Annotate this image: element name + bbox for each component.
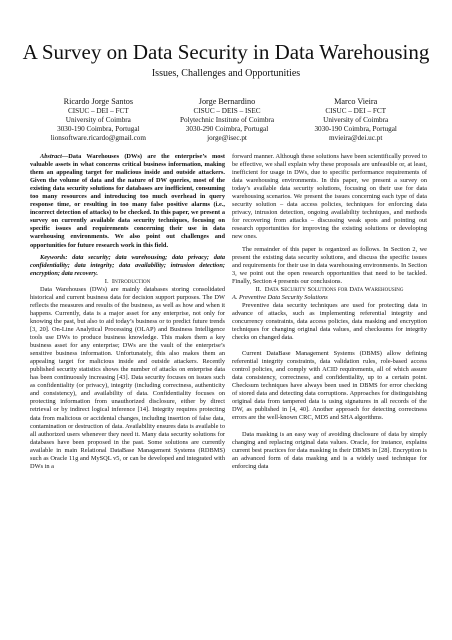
organization-paragraph: The remainder of this paper is organized as follows. In Section 2, we present the existing data security solutions, and discuss the specific issues and requirements for their use in data warehousing environments. In Section 3, we point out the open research opportunities that need to be tackled. Finally, Section 4 presents our conclusions. (232, 245, 427, 285)
author-name: Marco Vieira (334, 97, 378, 106)
paper-title: A Survey on Data Security in Data Warehousing (22, 40, 430, 64)
subsection-heading-preventive: A. Preventive Data Security Solutions (232, 293, 328, 301)
author-address: 3030-190 Coimbra, Portugal (57, 125, 140, 134)
intro-paragraph: Data Warehouses (DWs) are mainly databases storing consolidated historical and current business data for decision support purposes. The DW reflects the measures and results of the business, as well as how and when it happens. Currently, data is a major asset for any enterprise, not only for knowing the past, but also to aid today’s business or to predict future trends [3, 20]. On-Line Analytical Processing (OLAP) and Business Intelligence tools use DWs to produce business knowledge. This makes them a key business asset for any enterprise; DWs are the vault of the enterprise’s sensitive business information. Unfortunately, this also makes them an appealing target for malicious inside and outside attackers. Recently published security statistics shows the number of attacks on enterprise data has been continuously increasing [43]. Data security focuses on issues such as confidentiality (or privacy), integrity (including correctness, authenticity and consistency), and availability of data. Confidentiality focuses on protecting information from unauthorized disclosure, either by direct retrieval or by indirect logical inference [14]. Integrity requires protecting data from malicious or accidental changes, including insertion of false data, contamination or destruction of data. Availability ensures data is available to all authorized users whenever they need it. Many data security solutions for databases have been proposed in the past. Some solutions are currently available in main Relational DataBase Management Systems (RDBMS) such as Oracle 11g and MySQL v5, or can be developed and integrated with DWs in a (30, 285, 225, 470)
abstract-label: Abstract (40, 153, 62, 160)
intro-continuation: forward manner. Although these solutions have been scientifically proved to be effective, we shall explain why these proposals are unfeasible or, at least, inefficient for usage in DWs, due to specific performance requirements of data warehousing environments. In this paper, we present a survey on today’s available data security solutions, focusing on their use for data warehousing scenarios. We present the issues concerning each type of data security solution – data access policies, techniques for enforcing data privacy, intrusion detection, ongoing availability techniques, and methods for recovering from attacks – discussing weak spots and pointing out research opportunities for improving the existing solutions or developing new ones. (232, 153, 427, 241)
dbms-paragraph: Current DataBase Management Systems (DBMS) allow defining referential integrity constraints, data validation rules, role-based access control policies, and comply with ACID requirements, all of which assure data consistency, correctness, and confidentiality, up to a certain point. Checksum techniques have always been used in DBMS for error checking of stored data and detecting data corruptions. Approaches for distinguishing original data from tampered data is using signatures in all records of the DW, as published in [4, 40]. Another approach for detecting correctness errors are the well-known CRC, MD5 and SHA algorithms. (232, 350, 427, 422)
left-column (30, 153, 225, 471)
keywords-label: Keywords: (40, 253, 68, 261)
keywords-text: data security; data warehousing; data privacy; data confidentiality; data integrity; data availability; intrusion detection; encryption; data recovery. (30, 253, 225, 277)
author-block (34, 96, 420, 143)
keywords (30, 254, 225, 278)
author-address: 3030-290 Coimbra, Portugal (185, 125, 269, 134)
author-name: Ricardo Jorge Santos (63, 97, 134, 106)
author-email: mvieira@dei.uc.pt (329, 134, 383, 143)
right-column (232, 153, 427, 471)
author-university: University of Coimbra (323, 116, 389, 125)
section-heading-introduction: I. Introduction (104, 277, 151, 285)
author-card (291, 96, 420, 143)
author-affiliation: CISUC – DEI – FCT (325, 107, 387, 115)
author-name: Jorge Bernardino (198, 97, 256, 106)
author-card (163, 96, 292, 143)
author-email: jorge@isec.pt (207, 134, 247, 143)
author-affiliation: CISUC – DEI – FCT (67, 107, 129, 115)
section-heading-solutions: II. Data Security Solutions for Data Warehousing (255, 285, 404, 293)
abstract-text: —Data Warehouses (DWs) are the enterprise’s most valuable assets in what concerns critical business information, making them an appealing target for malicious inside and outside attackers. Given the volume of data and the nature of DW queries, most of the existing data security solutions for databases are inefficient, consuming too many resources and introducing too much overhead in query response time, or resulting in too many false positive alarms (i.e., incorrect detection of attacks) to be checked. In this paper, we present a survey on currently available data security techniques, focusing on specific issues and requirements concerning their use in data warehousing environments. We also point out challenges and opportunities for future research work in this field. (30, 153, 225, 249)
author-card (34, 96, 163, 143)
author-university: Polytechnic Institute of Coimbra (179, 116, 275, 125)
abstract (30, 153, 225, 250)
author-university: University of Coimbra (65, 116, 131, 125)
paper-subtitle: Issues, Challenges and Opportunities (151, 68, 301, 79)
author-address: 3030-190 Coimbra, Portugal (314, 125, 397, 134)
author-affiliation: CISUC – DEIS – ISEC (193, 107, 261, 115)
author-email: lionsoftware.ricardo@gmail.com (50, 134, 146, 143)
masking-paragraph: Data masking is an easy way of avoiding disclosure of data by simply changing and replacing original data values. Oracle, for instance, explains current best practices for data masking in their DBMS in [28]. Encryption is an advanced form of data masking and is a widely used technique for enforcing data (232, 430, 427, 470)
preventive-paragraph: Preventive data security techniques are used for protecting data in advance of attacks, such as implementing referential integrity and concurrency constraints, data access policies, data masking and encryption techniques for changing original data values, and checksums for integrity checks on changed data. (232, 301, 427, 342)
